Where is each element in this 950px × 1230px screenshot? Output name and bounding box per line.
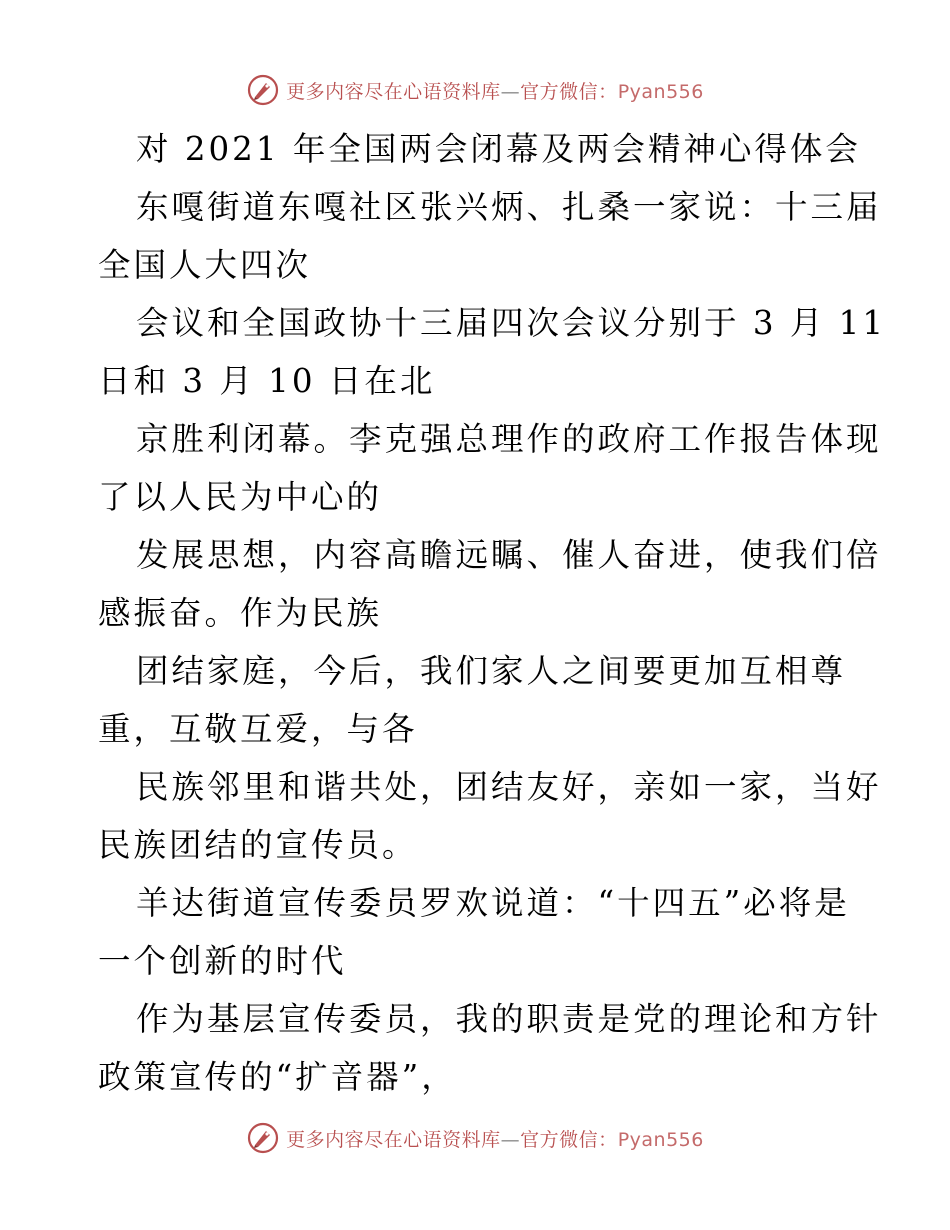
document-line: 感振奋。作为民族 xyxy=(98,594,383,632)
document-line: 民族团结的宣传员。 xyxy=(98,826,418,864)
document-line: 团结家庭，今后，我们家人之间要更加互相尊 xyxy=(136,652,847,690)
document-line: 会议和全国政协十三届四次会议分别于 3 月 11 xyxy=(136,304,887,342)
document-line: 政策宣传的“扩音器”， xyxy=(98,1058,457,1096)
document-line: 羊达街道宣传委员罗欢说道：“十四五”必将是 xyxy=(136,884,850,922)
document-line: 民族邻里和谐共处，团结友好，亲如一家，当好 xyxy=(136,768,882,806)
document-line: 日和 3 月 10 日在北 xyxy=(98,362,436,400)
pen-nib-logo-icon xyxy=(246,1121,280,1155)
document-line: 重，互敬互爱，与各 xyxy=(98,710,418,748)
header-banner xyxy=(0,70,950,110)
pen-nib-logo-icon xyxy=(246,73,280,107)
footer-banner-label: 官方微信： xyxy=(520,1128,618,1151)
header-banner-label: 官方微信： xyxy=(520,80,618,103)
header-banner-text xyxy=(286,77,704,104)
footer-banner xyxy=(0,1118,950,1158)
header-banner-title: 更多内容尽在心语资料库 xyxy=(286,80,501,103)
footer-banner-title: 更多内容尽在心语资料库 xyxy=(286,1128,501,1151)
footer-banner-text xyxy=(286,1125,704,1152)
document-line: 东嘎街道东嘎社区张兴炳、扎桑一家说：十三届 xyxy=(136,188,882,226)
document-line: 京胜利闭幕。李克强总理作的政府工作报告体现 xyxy=(136,420,882,458)
document-body xyxy=(98,120,887,1106)
document-line: 发展思想，内容高瞻远瞩、催人奋进，使我们倍 xyxy=(136,536,882,574)
footer-banner-wechat-id: Pyan556 xyxy=(617,1128,704,1151)
document-line: 全国人大四次 xyxy=(98,246,312,284)
header-banner-dash: — xyxy=(500,80,521,103)
footer-banner-dash: — xyxy=(500,1128,521,1151)
header-banner-wechat-id: Pyan556 xyxy=(617,80,704,103)
document-line: 作为基层宣传委员，我的职责是党的理论和方针 xyxy=(136,1000,882,1038)
document-line: 一个创新的时代 xyxy=(98,942,347,980)
document-line: 了以人民为中心的 xyxy=(98,478,383,516)
document-title: 对 2021 年全国两会闭幕及两会精神心得体会 xyxy=(136,130,861,168)
